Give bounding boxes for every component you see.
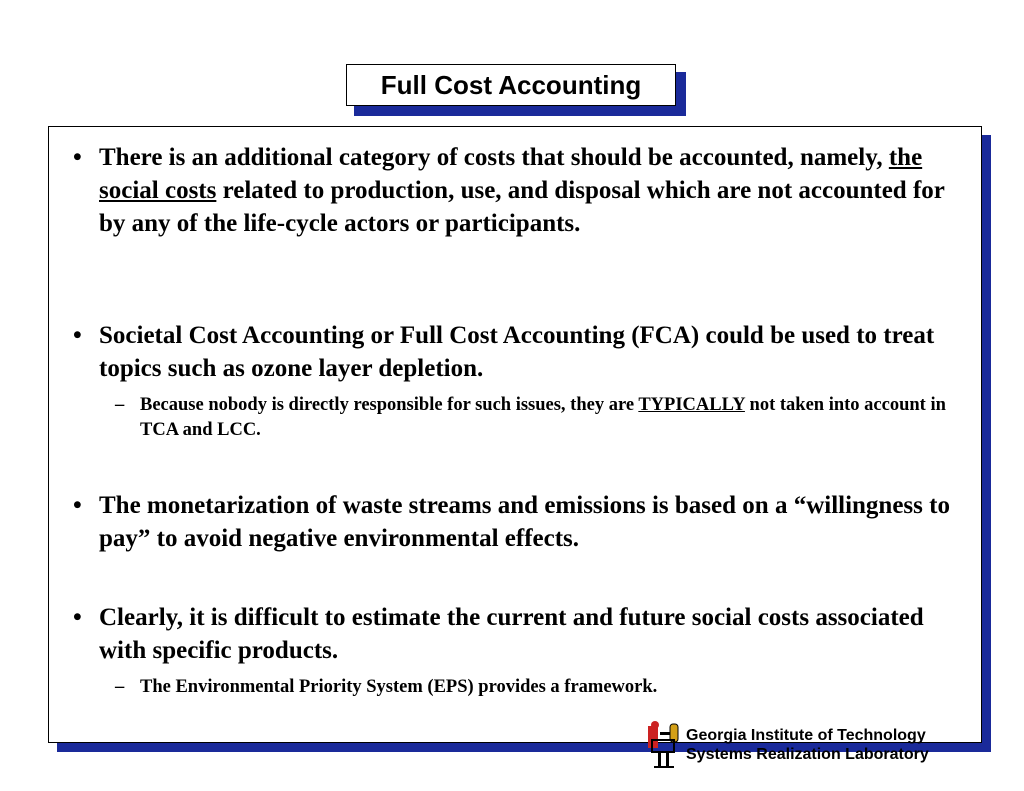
logo-text (686, 726, 929, 764)
slide-title-text: Full Cost Accounting (380, 69, 642, 100)
bullet-1-text (99, 141, 973, 240)
georgia-tech-logo (646, 720, 966, 770)
bullet-3 (73, 489, 973, 555)
bullet-1 (73, 141, 973, 240)
srl-logo-icon (646, 720, 682, 770)
logo-line-1: Georgia Institute of Technology (686, 727, 926, 744)
sub-bullet-2-underline: TYPICALLY (638, 395, 745, 415)
bullet-dot: • (73, 492, 82, 519)
bullet-4 (73, 601, 973, 667)
bullet-dot: • (73, 322, 82, 349)
sub-bullet-2-text (140, 393, 955, 443)
sub-dash: – (115, 395, 125, 415)
slide-title (346, 64, 676, 106)
sub-bullet-2-pre: Because nobody is directly responsible for such issues, they are (140, 395, 639, 415)
bullet-1-pre: There is an additional category of costs that should be accounted, namely, (99, 144, 889, 171)
bullet-dot: • (73, 144, 82, 171)
bullet-1-post: related to production, use, and disposal which are not accounted for by any of the life-cycle actors or participants. (99, 177, 945, 237)
logo-line-2: Systems Realization Laboratory (686, 746, 929, 763)
bullet-4-text: Clearly, it is difficult to estimate the current and future social costs associated with specific products. (99, 604, 924, 664)
bullet-1-underline: the social costs (99, 144, 923, 204)
sub-dash: – (115, 677, 125, 697)
sub-bullet-4 (115, 675, 955, 700)
bullet-2-text: Societal Cost Accounting or Full Cost Accounting (FCA) could be used to treat topics such as ozone layer depletion. (99, 322, 935, 382)
bullet-2 (73, 319, 973, 385)
sub-bullet-2 (115, 393, 955, 443)
bullet-dot: • (73, 604, 82, 631)
content-panel (48, 126, 982, 743)
sub-bullet-4-text: The Environmental Priority System (EPS) provides a framework. (140, 677, 658, 697)
bullet-3-text: The monetarization of waste streams and emissions is based on a “willingness to pay” to avoid negative environmental effects. (99, 492, 950, 552)
sub-bullet-2-post: not taken into account in TCA and LCC. (140, 395, 946, 440)
